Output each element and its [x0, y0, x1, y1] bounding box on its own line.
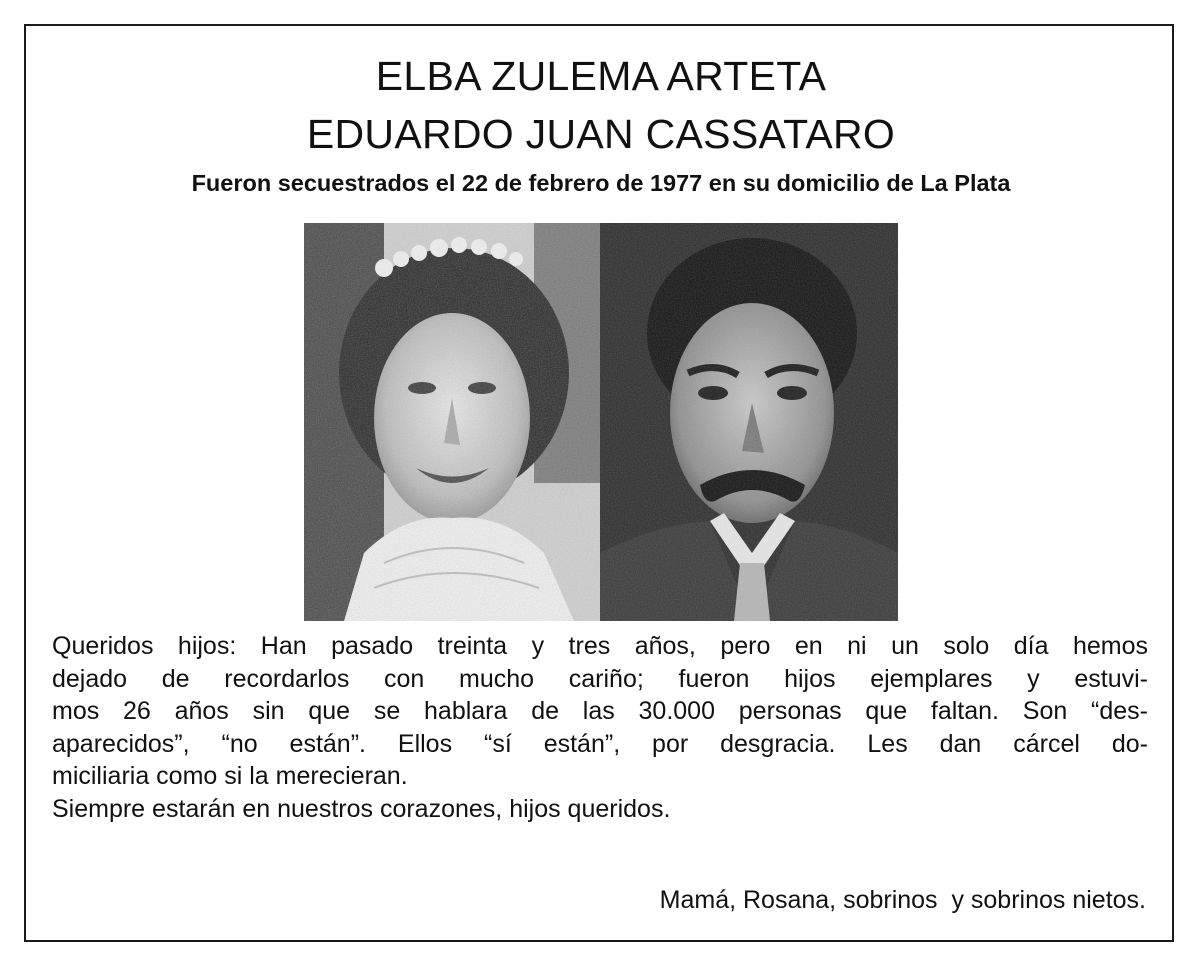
- message-line: Queridos hijos: Han pasado treinta y tres años, pero en ni un solo día hemos: [52, 632, 1148, 660]
- message-line: Siempre estarán en nuestros corazones, hijos queridos.: [52, 794, 671, 823]
- portrait-woman-icon: [304, 223, 600, 621]
- name-eduardo: EDUARDO JUAN CASSATARO: [306, 111, 896, 157]
- message-body: [52, 630, 1148, 825]
- subtitle: Fueron secuestrados el 22 de febrero de 1977 en su domicilio de La Plata: [191, 170, 1011, 196]
- notice-frame: [24, 24, 1174, 942]
- message-line: dejado de recordarlos con mucho cariño; fueron hijos ejemplares y estuvi-: [52, 664, 1148, 693]
- portrait-man-photo: [600, 223, 898, 621]
- portrait-woman-photo: [304, 223, 600, 621]
- name-elba: ELBA ZULEMA ARTETA: [375, 53, 827, 99]
- message-line: aparecidos”, “no están”. Ellos “sí están”, por desgracia. Les dan cárcel do-: [52, 729, 1148, 758]
- signature: Mamá, Rosana, sobrinos y sobrinos nietos.: [659, 886, 1146, 914]
- message-line: miciliaria como si la merecieran.: [52, 762, 408, 790]
- portrait-man-icon: [600, 223, 898, 621]
- message-line: mos 26 años sin que se hablara de las 30.000 personas que faltan. Son “des-: [52, 697, 1148, 725]
